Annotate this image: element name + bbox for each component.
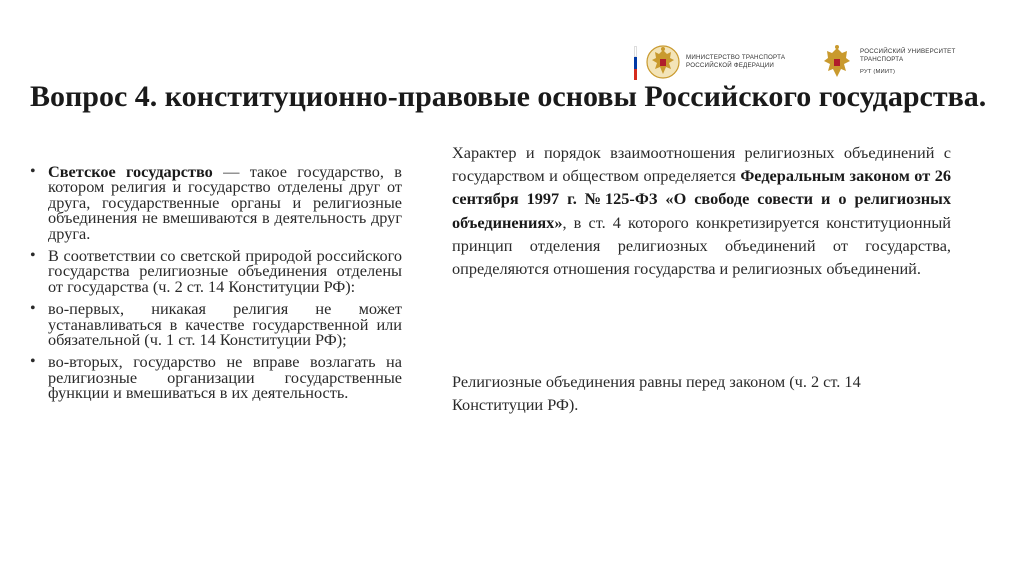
flag-blue-stripe — [634, 57, 637, 68]
bullet-text: во-вторых, государство не вправе возлагать на религиозные организации государственные функции и вмешиваться в их деятельность. — [48, 352, 402, 403]
bullet-bold-term: Светское государство — [48, 162, 213, 181]
law-reference: Федеральным законом от 26 сентября 1997 г. №125-ФЗ — [452, 166, 951, 209]
university-line2: ТРАНСПОРТА — [860, 56, 904, 63]
para-text-start: Характер и порядок взаимоотношения религиозных объединений с государством и обществом определяется — [452, 143, 951, 186]
law-title: «О свободе совести и о религиозных объединениях» — [452, 189, 952, 232]
bullet-secular-state — [30, 164, 402, 241]
university-emblem-icon — [820, 42, 854, 82]
ministry-line1: МИНИСТЕРСТВО ТРАНСПОРТА — [686, 54, 786, 61]
university-line1: РОССИЙСКИЙ УНИВЕРСИТЕТ — [860, 48, 956, 55]
ministry-logo — [646, 42, 785, 82]
left-bullet-list — [30, 164, 402, 408]
ministry-line2: РОССИЙСКОЙ ФЕДЕРАЦИИ — [686, 62, 775, 69]
bullet-separation — [30, 248, 402, 294]
university-abbrev: РУТ (МИИТ) — [860, 69, 896, 75]
bullet-first — [30, 299, 402, 350]
bullet-dot: • — [30, 163, 36, 180]
bullet-dot: • — [30, 247, 36, 265]
right-text-block — [452, 141, 952, 415]
russian-flag-stripe — [634, 46, 637, 80]
para-text-end: , в ст. 4 которого конкретизируется конституционный принцип отделения религиозных объединений от государства, определяются отношения государства и религиозных объединений. — [452, 212, 951, 279]
ministry-name — [686, 54, 785, 70]
bullet-text: во-первых, никакая религия не может устанавливаться в качестве государственной или обязательной (ч. 1 ст. 14 Конституции РФ); — [48, 299, 402, 350]
bullet-text: — такое государство, в котором религия и государство отделены друг от друга, государственные органы и религиозные объединения не вмешиваются в деятельность друг друга. — [48, 162, 402, 243]
bullet-second — [30, 352, 402, 403]
bullet-dot: • — [30, 353, 36, 371]
bullet-text: В соответствии со светской природой российского государства религиозные объединения отделены от государства (ч. 2 ст. 14 Конституции РФ): — [48, 246, 402, 296]
flag-white-stripe — [634, 46, 637, 57]
equality-paragraph: Религиозные объединения равны перед законом (ч. 2 ст. 14 Конституции РФ). — [452, 372, 861, 415]
double-headed-eagle-icon — [646, 42, 680, 82]
bullet-dot: • — [30, 300, 36, 318]
slide-title: Вопрос 4. конституционно-правовые основы Российского государства. — [30, 80, 987, 113]
university-logo — [820, 42, 955, 82]
university-name — [860, 48, 955, 76]
federal-law-paragraph — [452, 141, 951, 280]
flag-red-stripe — [634, 69, 637, 80]
